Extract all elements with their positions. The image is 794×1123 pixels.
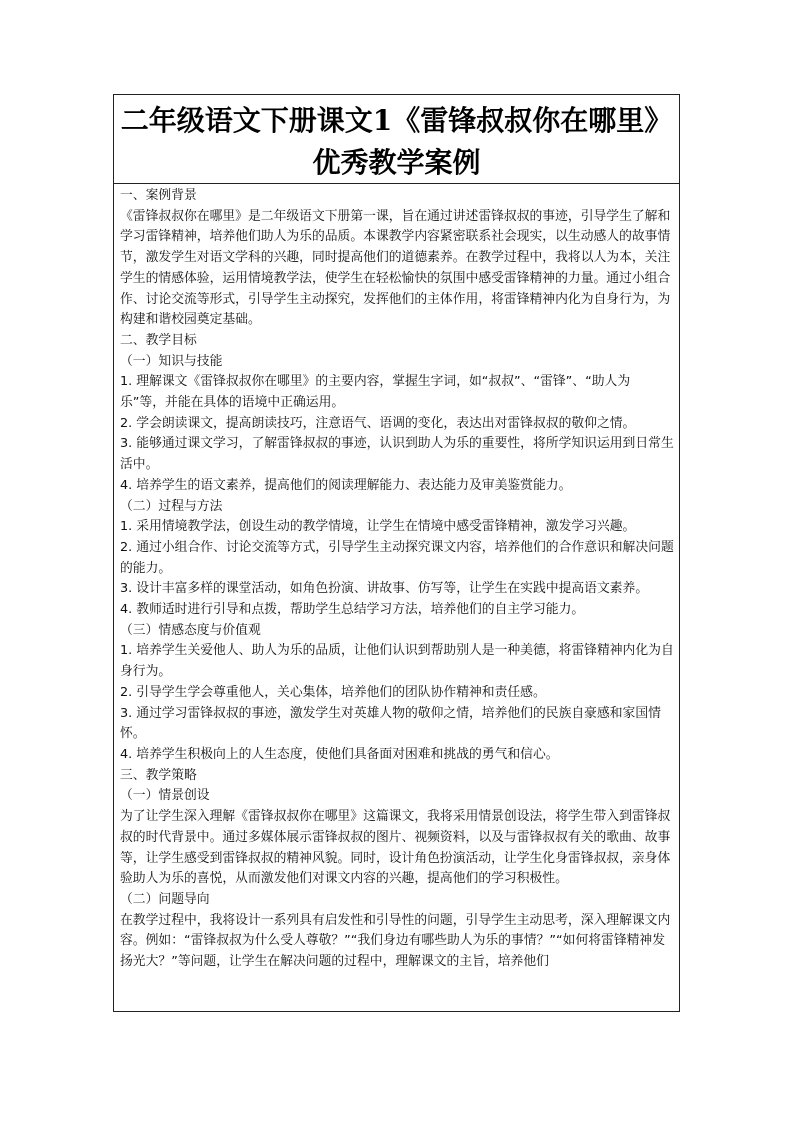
paragraph-background: 《雷锋叔叔你在哪里》是二年级语文下册第一课，旨在通过讲述雷锋叔叔的事迹，引导学生了解和学习雷锋精神，培养他们助人为乐的品质。本课教学内容紧密联系社会现实，以生动感人的故事情节，激发学生对语文学科的兴趣，同时提高他们的道德素养。在教学过程中，我将以人为本，关注学生的情感体验，运用情境教学法，使学生在轻松愉快的氛围中感受雷锋精神的力量。通过小组合作、讨论交流等形式，引导学生主动探究，发挥他们的主体作用，将雷锋精神内化为自身行为，为构建和谐校园奠定基础。 <box>120 208 671 328</box>
document-title-line-2: 优秀教学案例 <box>312 146 481 179</box>
list-item: 2. 通过小组合作、讨论交流等方式，引导学生主动探究课文内容，培养他们的合作意识和解决问题的能力。 <box>120 539 674 576</box>
section-heading-background: 一、案例背景 <box>120 188 197 203</box>
list-item: 3. 设计丰富多样的课堂活动，如角色扮演、讲故事、仿写等，让学生在实践中提高语文素养。 <box>120 581 649 597</box>
list-item: 2. 引导学生学会尊重他人，关心集体，培养他们的团队协作精神和责任感。 <box>120 684 546 700</box>
list-item: 3. 通过学习雷锋叔叔的事迹，激发学生对英雄人物的敬仰之情，培养他们的民族自豪感和家国情怀。 <box>120 705 661 742</box>
list-item: 1. 理解课文《雷锋叔叔你在哪里》的主要内容，掌握生字词，如“叔叔”、“雷锋”、“助人为乐”等，并能在具体的语境中正确运用。 <box>120 374 631 411</box>
document-frame <box>113 94 680 1012</box>
list-item: 3. 能够通过课文学习，了解雷锋叔叔的事迹，认识到助人为乐的重要性，将所学知识运用到日常生活中。 <box>120 436 674 473</box>
title-divider <box>114 183 679 184</box>
list-item: 1. 培养学生关爱他人、助人为乐的品质，让他们认识到帮助别人是一种美德，将雷锋精神内化为自身行为。 <box>120 643 674 680</box>
paragraph-question-guided: 在教学过程中，我将设计一系列具有启发性和引导性的问题，引导学生主动思考，深入理解课文内容。例如：“雷锋叔叔为什么受人尊敬？”“我们身边有哪些助人为乐的事情？”“如何将雷锋精神发扬光大？”等问题，让学生在解决问题的过程中，理解课文的主旨，培养他们 <box>120 912 671 970</box>
list-item: 4. 教师适时进行引导和点拨，帮助学生总结学习方法，培养他们的自主学习能力。 <box>120 602 585 618</box>
list-item: 4. 培养学生的语文素养，提高他们的阅读理解能力、表达能力及审美鉴赏能力。 <box>120 477 572 493</box>
subheading-knowledge-skills: （一）知识与技能 <box>120 353 223 369</box>
section-heading-strategy: 三、教学策略 <box>120 767 197 783</box>
list-item: 2. 学会朗读课文，提高朗读技巧，注意语气、语调的变化，表达出对雷锋叔叔的敬仰之情。 <box>120 415 636 431</box>
section-heading-objectives: 二、教学目标 <box>120 332 197 348</box>
subheading-process-methods: （二）过程与方法 <box>120 498 223 514</box>
document-title-line-1: 二年级语文下册课文1《雷锋叔叔你在哪里》 <box>120 104 673 137</box>
paragraph-scenario: 为了让学生深入理解《雷锋叔叔你在哪里》这篇课文，我将采用情景创设法，将学生带入到雷锋叔叔的时代背景中。通过多媒体展示雷锋叔叔的图片、视频资料，以及与雷锋叔叔有关的歌曲、故事等，让学生感受到雷锋叔叔的精神风貌。同时，设计角色扮演活动，让学生化身雷锋叔叔，亲身体验助人为乐的喜悦，从而激发他们对课文内容的兴趣，提高他们的学习积极性。 <box>120 809 671 887</box>
subheading-scenario: （一）情景创设 <box>120 788 210 804</box>
document-body <box>120 186 675 973</box>
subheading-emotion-values: （三）情感态度与价值观 <box>120 622 261 638</box>
list-item: 4. 培养学生积极向上的人生态度，使他们具备面对困难和挑战的勇气和信心。 <box>120 746 559 762</box>
list-item: 1. 采用情境教学法，创设生动的教学情境，让学生在情境中感受雷锋精神，激发学习兴趣。 <box>120 519 636 535</box>
subheading-question-guided: （二）问题导向 <box>120 891 210 907</box>
